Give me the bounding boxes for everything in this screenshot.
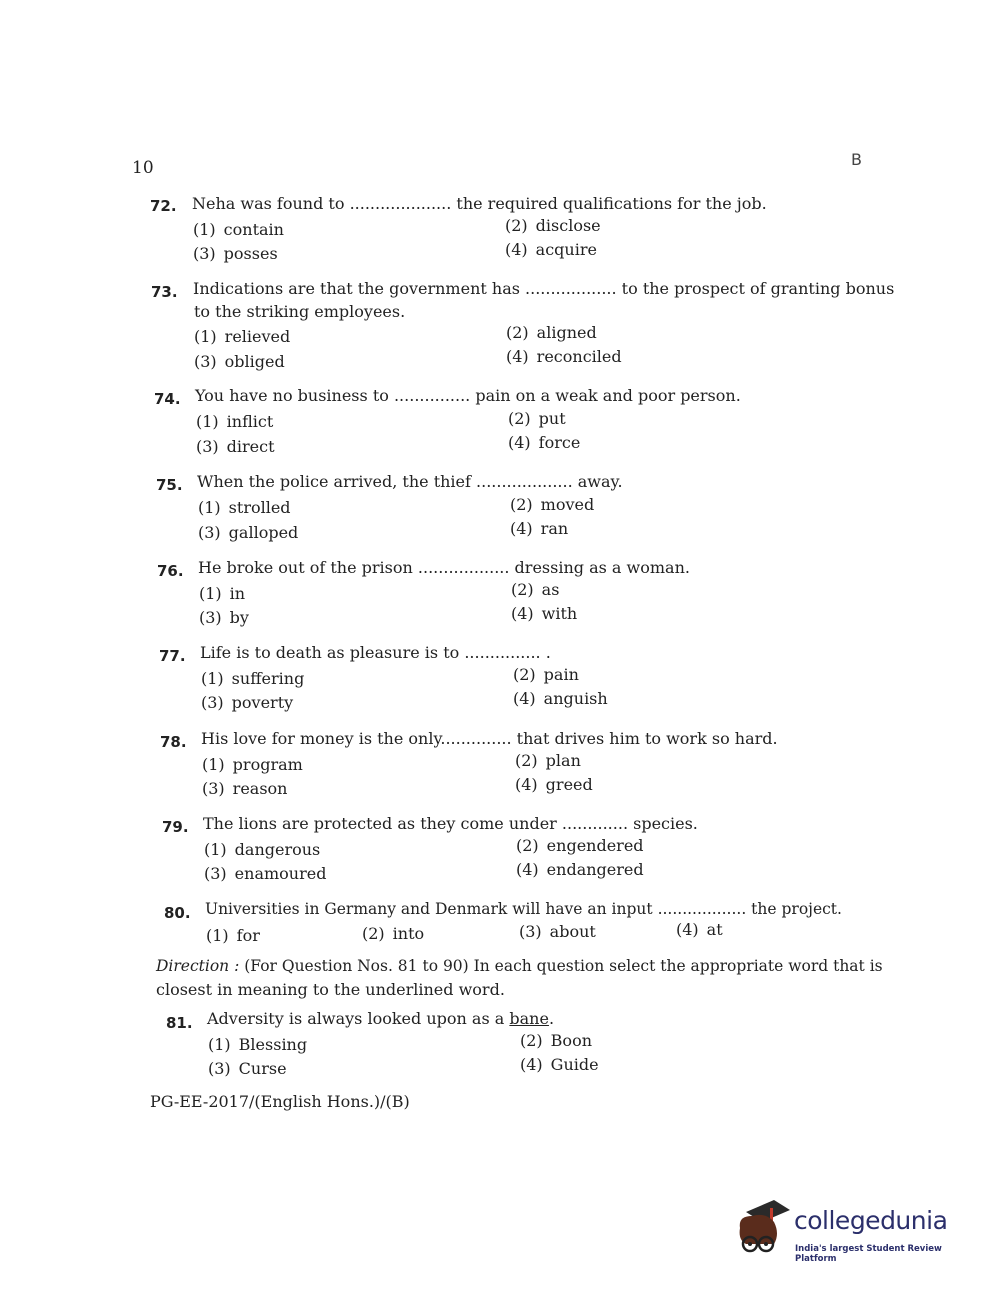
question-text: Universities in Germany and Denmark will have an input .................. the project. <box>205 900 842 918</box>
option-2: (2) plan <box>515 751 581 770</box>
option-2: (2) disclose <box>505 216 601 235</box>
mascot-icon <box>736 1198 792 1260</box>
option-3: (3) by <box>199 608 249 627</box>
option-2: (2) as <box>511 580 560 599</box>
question-text: Life is to death as pleasure is to ............... . <box>200 643 551 662</box>
question-text: He broke out of the prison .................. dressing as a woman. <box>198 558 690 577</box>
option-3: (3) obliged <box>194 352 285 371</box>
option-3: (3) direct <box>196 437 275 456</box>
question-number: 77. <box>159 647 186 665</box>
option-3: (3) posses <box>193 244 278 263</box>
option-1: (1) relieved <box>194 327 291 346</box>
option-1: (1) Blessing <box>208 1035 308 1054</box>
question-text: When the police arrived, the thief ................... away. <box>197 472 623 491</box>
option-1: (1) program <box>202 755 303 774</box>
question-text: Adversity is always looked upon as a bane. <box>207 1009 555 1028</box>
collegedunia-watermark <box>736 1198 966 1268</box>
option-4: (4) greed <box>515 775 593 794</box>
page-number: 10 <box>132 158 154 178</box>
option-2: (2) Boon <box>520 1031 592 1050</box>
option-3: (3) poverty <box>201 693 294 712</box>
option-1: (1) in <box>199 584 246 603</box>
question-number: 76. <box>157 562 184 580</box>
direction-line-1: Direction : (For Question Nos. 81 to 90) In each question select the appropriate word that is <box>156 957 883 975</box>
option-2: (2) put <box>508 409 566 428</box>
underlined-word: bane <box>509 1009 549 1028</box>
question-text: Indications are that the government has .................. to the prospect of granting bonus <box>193 279 895 298</box>
option-1: (1) for <box>206 926 260 945</box>
option-1: (1) suffering <box>201 669 305 688</box>
question-text: You have no business to ............... pain on a weak and poor person. <box>195 386 741 405</box>
question-number: 78. <box>160 733 187 751</box>
option-1: (1) strolled <box>198 498 291 517</box>
question-text: His love for money is the only.............. that drives him to work so hard. <box>201 729 778 748</box>
question-number: 79. <box>162 818 189 836</box>
footer-code: PG-EE-2017/(English Hons.)/(B) <box>150 1092 410 1111</box>
set-code: B <box>851 150 862 169</box>
option-2: (2) moved <box>510 495 595 514</box>
option-4: (4) acquire <box>505 240 597 259</box>
brand-tagline: India's largest Student Review Platform <box>795 1244 942 1264</box>
option-1: (1) contain <box>193 220 284 239</box>
direction-line-2: closest in meaning to the underlined word. <box>156 980 505 999</box>
brand-name: collegedunia <box>794 1206 948 1235</box>
question-text: Neha was found to .................... the required qualifications for the job. <box>192 194 767 213</box>
option-4: (4) force <box>508 433 581 452</box>
option-4: (4) anguish <box>513 689 608 708</box>
option-3: (3) Curse <box>208 1059 287 1078</box>
option-3: (3) galloped <box>198 523 299 542</box>
option-1: (1) inflict <box>196 412 274 431</box>
option-2: (2) pain <box>513 665 579 684</box>
option-2: (2) aligned <box>506 323 597 342</box>
option-3: (3) reason <box>202 779 288 798</box>
question-number: 74. <box>154 390 181 408</box>
option-3: (3) enamoured <box>204 864 327 883</box>
option-4: (4) ran <box>510 519 569 538</box>
question-number: 72. <box>150 197 177 215</box>
option-4: (4) with <box>511 604 578 623</box>
option-2: (2) engendered <box>516 836 644 855</box>
question-number: 80. <box>164 904 191 922</box>
question-number: 73. <box>151 283 178 301</box>
option-3: (3) about <box>519 922 596 941</box>
question-text: The lions are protected as they come under ............. species. <box>203 814 698 833</box>
question-text-line2: to the striking employees. <box>194 302 406 321</box>
question-number: 75. <box>156 476 183 494</box>
option-1: (1) dangerous <box>204 840 321 859</box>
option-4: (4) endangered <box>516 860 644 879</box>
option-2: (2) into <box>362 924 425 943</box>
option-4: (4) Guide <box>520 1055 599 1074</box>
option-4: (4) at <box>676 920 723 939</box>
option-4: (4) reconciled <box>506 347 622 366</box>
question-number: 81. <box>166 1014 193 1032</box>
